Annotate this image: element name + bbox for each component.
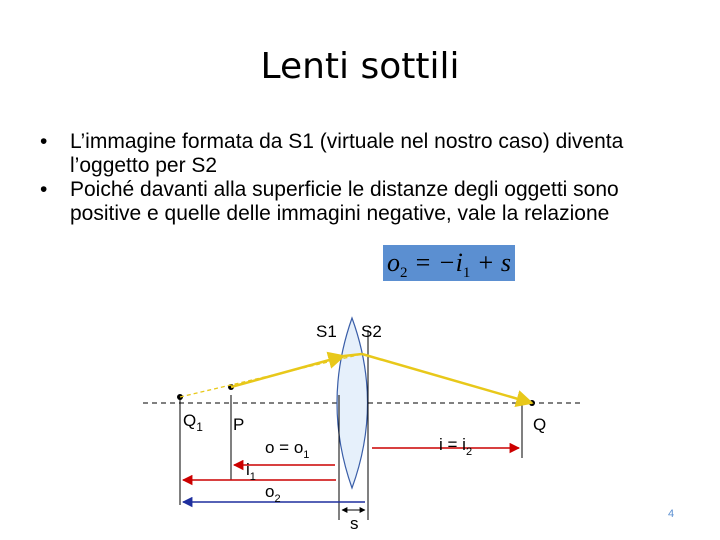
label-s2: S2	[361, 322, 382, 341]
formula-var-sub: 1	[462, 265, 471, 282]
label-q1: $Q_1$	[183, 411, 203, 434]
label-s: s	[350, 514, 359, 533]
bullet-dot: •	[40, 178, 48, 201]
label-i1: $i_1$	[246, 460, 256, 483]
label-o-eq: $o = o_1$	[265, 438, 310, 461]
label-o2: $o_2$	[265, 482, 281, 505]
bullet-text: L’immagine formata da S1 (virtuale nel nostro caso) diventa l’oggetto per S2	[70, 130, 624, 177]
bullet-dot: •	[40, 130, 48, 153]
ray-refracted	[362, 354, 532, 403]
bullet-text: Poiché davanti alla superficie le distanze degli oggetti sono positive e quelle delle immagini negative, vale la relazione	[70, 178, 619, 225]
formula-eq: = −	[407, 248, 456, 277]
slide-title: Lenti sottili	[260, 46, 460, 87]
label-i-eq: $i = i_2$	[439, 435, 473, 458]
formula-lhs-sub: 2	[400, 265, 408, 282]
ray-incident	[231, 356, 344, 387]
formula-rest: + s	[470, 248, 511, 277]
label-p: P	[233, 415, 245, 434]
formula-var: i	[455, 248, 463, 277]
page-number: 4	[668, 508, 675, 520]
label-q: Q	[533, 415, 547, 434]
label-s1: S1	[316, 322, 337, 341]
formula-lhs: o	[387, 248, 400, 277]
thin-lens	[337, 318, 368, 488]
